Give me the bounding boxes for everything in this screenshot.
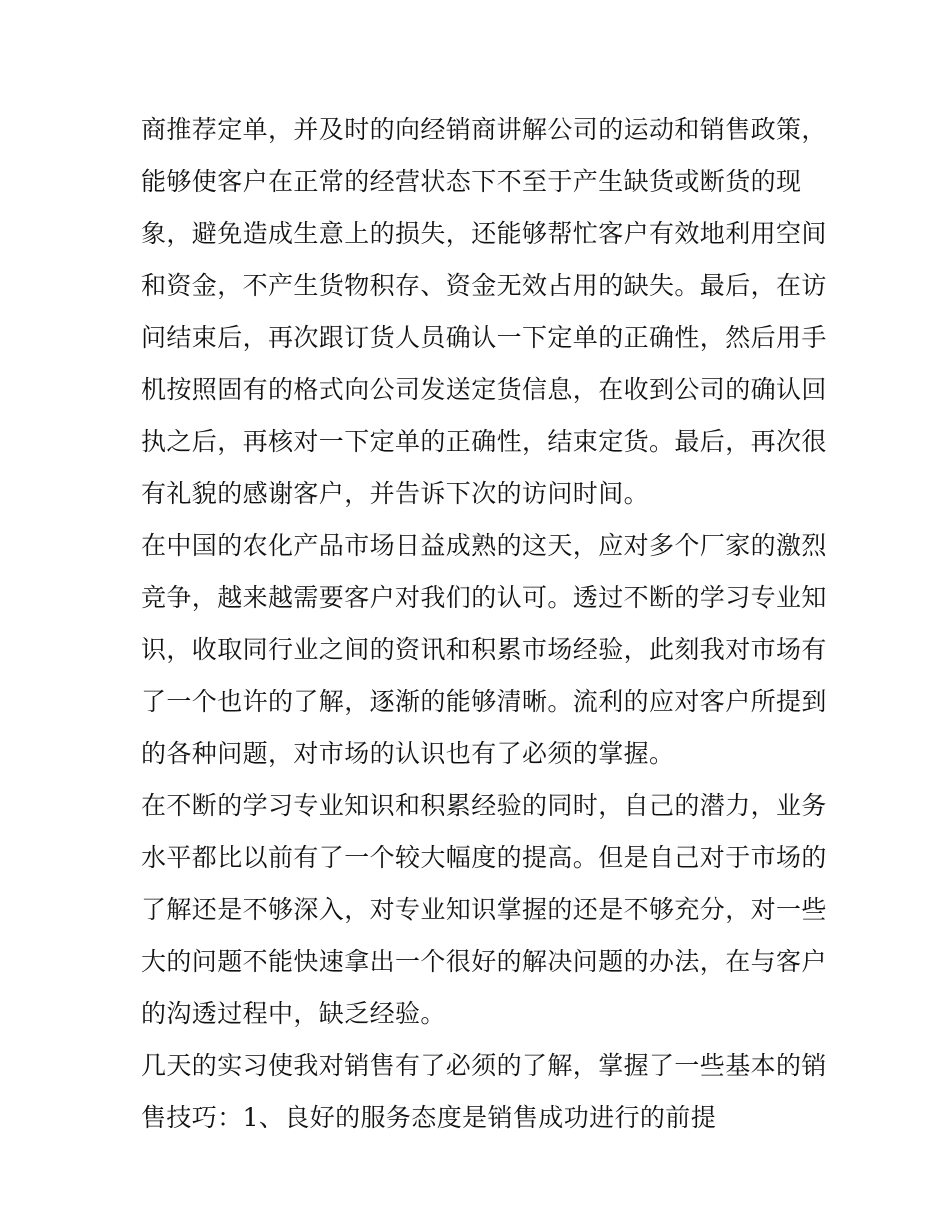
text-line: 商推荐定单，并及时的向经销商讲解公司的运动和销售政策， [141,115,827,144]
text-line: 大的问题不能快速拿出一个很好的解决问题的办法，在与客户 [141,947,827,976]
text-line: 的各种问题，对市场的认识也有了必须的掌握。 [141,739,675,768]
text-line: 竞争，越来越需要客户对我们的认可。透过不断的学习专业知 [141,583,827,612]
text-line: 执之后，再核对一下定单的正确性，结束定货。最后，再次很 [141,427,827,456]
text-line: 识，收取同行业之间的资讯和积累市场经验，此刻我对市场有 [141,635,827,664]
text-line: 有礼貌的感谢客户，并告诉下次的访问时间。 [141,479,650,508]
text-line: 水平都比以前有了一个较大幅度的提高。但是自己对于市场的 [141,843,827,872]
text-line: 机按照固有的格式向公司发送定货信息，在收到公司的确认回 [141,375,827,404]
text-line: 几天的实习使我对销售有了必须的了解，掌握了一些基本的销 [141,1051,827,1080]
text-line: 了解还是不够深入，对专业知识掌握的还是不够充分，对一些 [141,895,827,924]
text-line: 在不断的学习专业知识和积累经验的同时，自己的潜力，业务 [141,791,827,820]
text-line: 象，避免造成生意上的损失，还能够帮忙客户有效地利用空间 [141,219,827,248]
text-line: 售技巧：1、良好的服务态度是销售成功进行的前提 [141,1103,717,1132]
text-line: 和资金，不产生货物积存、资金无效占用的缺失。最后，在访 [141,271,827,300]
text-line: 在中国的农化产品市场日益成熟的这天，应对多个厂家的激烈 [141,531,827,560]
text-line: 能够使客户在正常的经营状态下不至于产生缺货或断货的现 [141,167,802,196]
document-body [141,104,827,1144]
text-line: 问结束后，再次跟订货人员确认一下定单的正确性，然后用手 [141,323,827,352]
text-line: 的沟透过程中，缺乏经验。 [141,999,446,1028]
text-line: 了一个也许的了解，逐渐的能够清晰。流利的应对客户所提到 [141,687,827,716]
